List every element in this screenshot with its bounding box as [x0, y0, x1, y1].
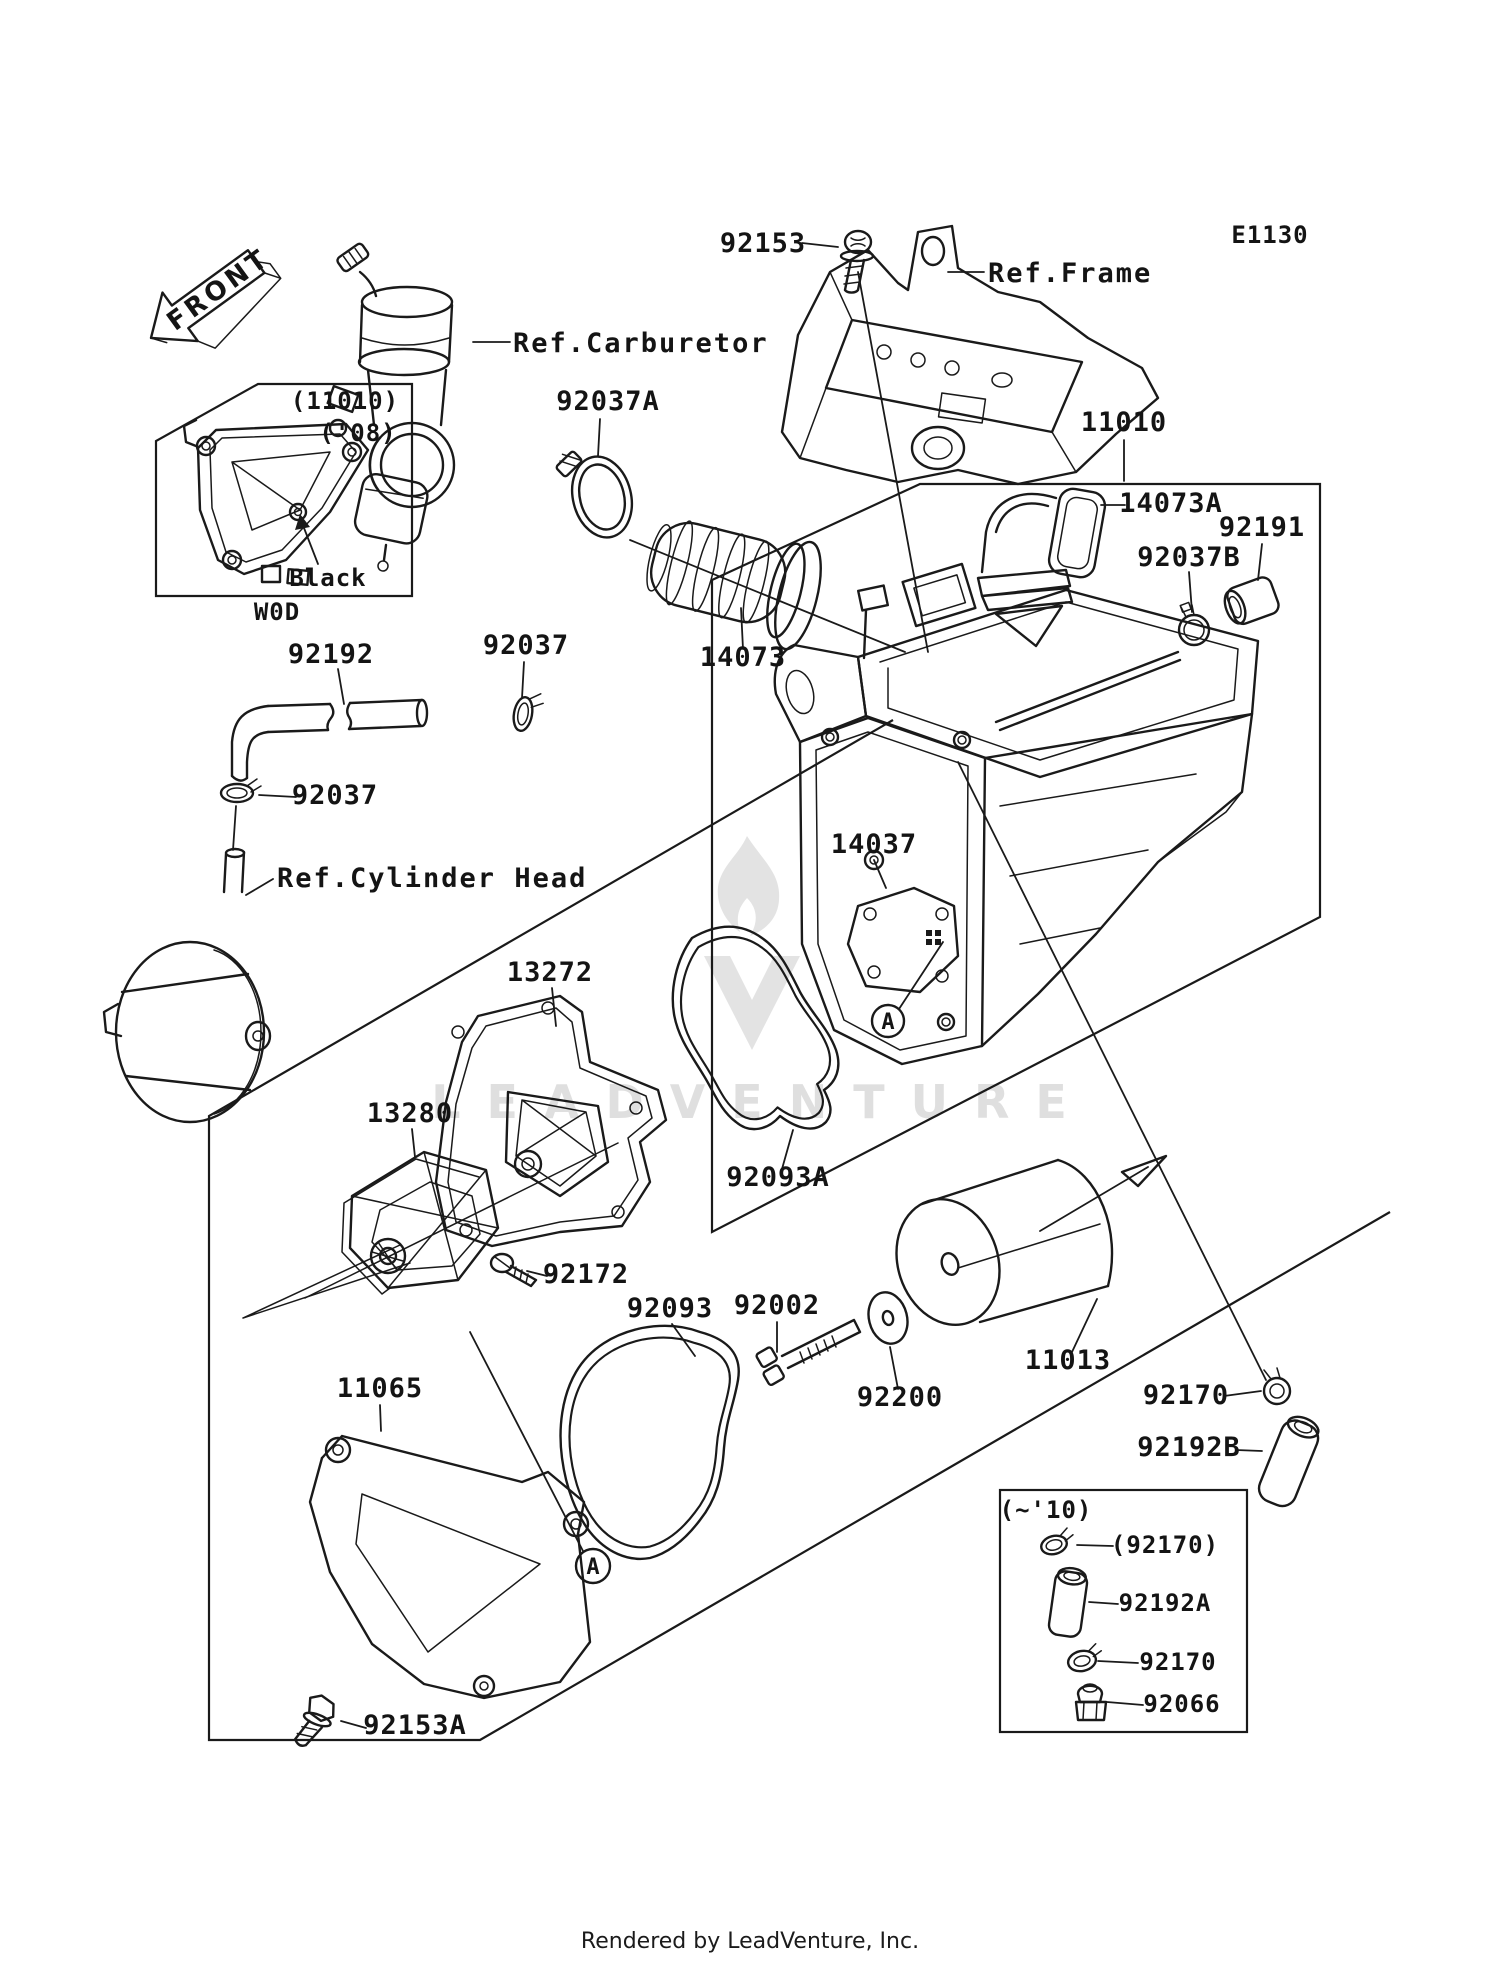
callout-14073: 14073	[699, 642, 787, 673]
leader-lines	[233, 243, 1266, 1728]
breather-hose-icon	[232, 700, 427, 781]
detail-marker-letter: A	[586, 1555, 600, 1580]
callout-92002: 92002	[733, 1290, 821, 1321]
front-arrow	[133, 230, 293, 375]
air-filter-element-icon	[881, 1160, 1112, 1338]
air-cleaner-housing-sketch	[775, 564, 1258, 1064]
flange-bolt-icon	[294, 1692, 339, 1752]
elbow-duct-icon	[978, 487, 1107, 646]
side-cover-sketch	[310, 1436, 590, 1698]
callout-13272: 13272	[506, 957, 594, 988]
callout-92093a: 92093A	[726, 1162, 830, 1193]
inset-08-color: Black	[289, 564, 367, 592]
inset-10-item-92170p: (92170)	[1110, 1531, 1220, 1559]
callout-14037: 14037	[830, 829, 918, 860]
callout-92037b: 92037B	[1137, 542, 1241, 573]
tube-icon	[1255, 1412, 1324, 1511]
screw-icon	[491, 1254, 536, 1286]
footer-credit: Rendered by LeadVenture, Inc.	[580, 1929, 920, 1954]
element-cage-icon	[342, 1152, 498, 1294]
callout-11065: 11065	[336, 1373, 424, 1404]
callout-92172: 92172	[542, 1259, 630, 1290]
cap-icon	[1076, 1684, 1106, 1720]
wire-clamp-icon	[1264, 1368, 1290, 1404]
ref-cylinder-head-label: Ref.Cylinder Head	[277, 863, 588, 894]
watermark-text: LEADVENTURE	[431, 1075, 1093, 1129]
damper-plate-icon	[848, 888, 958, 992]
detail-marker-a-upper	[872, 1005, 904, 1037]
inset-08-line2: ('08)	[319, 419, 397, 447]
callout-92093: 92093	[626, 1293, 714, 1324]
callout-92192: 92192	[287, 639, 375, 670]
air-duct-icon	[636, 505, 830, 653]
wire-clamp-icon	[221, 779, 261, 802]
callout-92192b: 92192B	[1137, 1432, 1241, 1463]
cylinder-head-sketch	[104, 849, 270, 1122]
v-logo-icon	[704, 956, 800, 1050]
page-code: E1130	[1231, 221, 1309, 249]
ref-carburetor-label: Ref.Carburetor	[513, 328, 769, 359]
inset-10-item-92192a: 92192A	[1118, 1589, 1212, 1617]
detail-marker-letter: A	[881, 1010, 895, 1035]
wire-clamp-icon	[1065, 1643, 1104, 1674]
callout-92037-upper: 92037	[482, 630, 570, 661]
hose-clamp-icon	[553, 439, 640, 545]
callout-11010: 11010	[1080, 407, 1168, 438]
callout-13280: 13280	[366, 1098, 454, 1129]
wire-clamp-icon	[511, 690, 545, 734]
callout-92200: 92200	[856, 1382, 944, 1413]
callout-92191: 92191	[1218, 512, 1306, 543]
inset-10-item-92066: 92066	[1143, 1690, 1221, 1718]
ref-frame-label: Ref.Frame	[988, 258, 1153, 289]
callout-92170-right: 92170	[1142, 1380, 1230, 1411]
callout-92153a: 92153A	[363, 1710, 467, 1741]
front-arrow-label: FRONT	[161, 242, 276, 338]
inset-10-labels	[1000, 1496, 1221, 1718]
tube-icon	[1048, 1566, 1089, 1638]
callout-11013: 11013	[1024, 1345, 1112, 1376]
inset-10-item-92170: 92170	[1139, 1648, 1217, 1676]
long-screw-icon	[756, 1320, 860, 1386]
inset-08-code: W0D	[253, 598, 301, 626]
callout-92153: 92153	[719, 228, 807, 259]
tube-icon	[1220, 575, 1281, 628]
inset-10-title: (~'10)	[999, 1496, 1093, 1524]
callout-92037a: 92037A	[556, 386, 660, 417]
flame-icon	[718, 836, 779, 936]
washer-icon	[863, 1288, 912, 1348]
callout-92037-lower: 92037	[291, 780, 379, 811]
callout-14073a: 14073A	[1119, 488, 1223, 519]
direction-arrow	[1040, 1156, 1166, 1231]
inset-08-line1: (11010)	[290, 387, 400, 415]
inset-10-icons	[1038, 1527, 1106, 1720]
wire-clamp-icon	[1038, 1527, 1077, 1557]
inset-08-labels	[254, 387, 399, 626]
